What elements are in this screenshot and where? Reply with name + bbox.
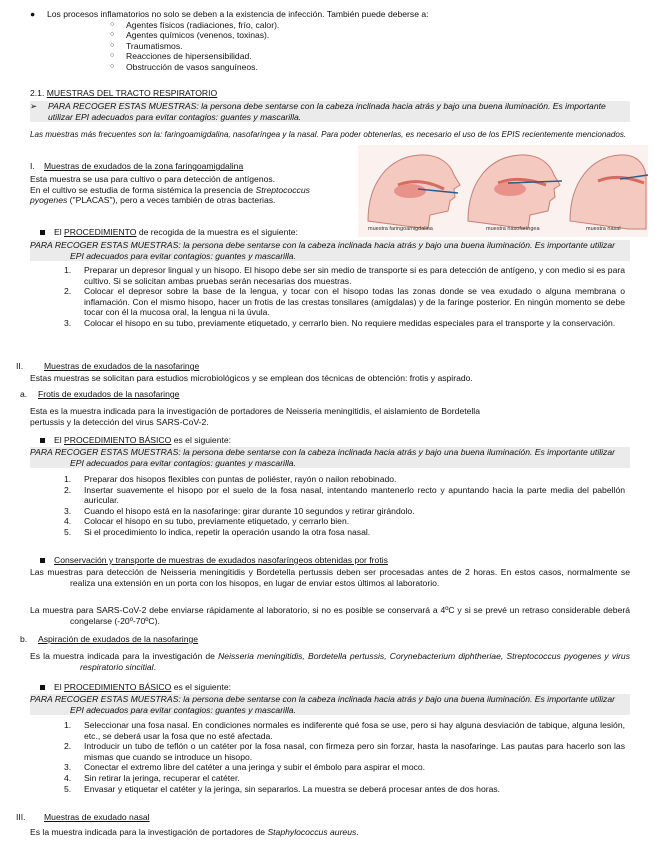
list-item: 5. Si el procedimiento lo indica, repetir la operación usando la otra fosa nasal. [64, 526, 371, 537]
intro-bullet: ● Los procesos inflamatorios no solo se deben a la existencia de infección. También puede deberse a: [30, 9, 429, 19]
list-item: 2. Introducir un tubo de teflón o un catéter por la fosa nasal, con firmeza pero sin forzar, hasta la nasofaringe. Las pautas para hacerlo son las mismas que cuando se introduce un hisopo. [64, 741, 625, 762]
caption-nasofaringea: muestra nasofaríngea [486, 226, 540, 232]
subsection-a-note: PARA RECOGER ESTAS MUESTRAS: la persona debe sentarse con la cabeza inclinada hacia atrás y bajo una buena iluminación. Es importante utilizar EPI adecuados para evitar contagios: guantes y mascarilla. [30, 447, 630, 468]
subsection-b-steps [0, 720, 655, 794]
section-II-title: II. Muestras de exudados de la nasofaringe [16, 361, 200, 371]
caption-nasal: muestra nasal [586, 226, 621, 232]
conservation-p2: La muestra para SARS-CoV-2 debe enviarse rápidamente al laboratorio, si no es posible se conservará a 4ºC y si se prevé un retraso considerable deberá congelarse (-20º-70ºC). [30, 605, 630, 626]
section-I-intro: Esta muestra se usa para cultivo o para detección de antígenos. En el cultivo se estudia de forma sistémica la presencia de Streptococcus pyogenes ("PLACAS"), pero a veces también de otras bacterias. [30, 174, 310, 206]
list-item: ○ Agentes químicos (venenos, toxinas). [30, 30, 640, 41]
list-item: 5. Envasar y etiquetar el catéter y la jeringa, sin separarlos. La muestra se deberá procesar antes de dos horas. [64, 783, 501, 794]
list-item: ○ Agentes físicos (radiaciones, frío, calor). [30, 20, 640, 31]
subsection-a-procedure: El PROCEDIMIENTO BÁSICO es el siguiente: [0, 435, 450, 446]
posture-note: ➢ PARA RECOGER ESTAS MUESTRAS: la persona debe sentarse con la cabeza inclinada hacia atrás y bajo una buena iluminación. Es importante utilizar EPI adecuados para evitar contagios: guantes y mascarilla. [30, 101, 630, 122]
subsection-b-title: b. Aspiración de exudados de la nasofaringe [20, 634, 199, 644]
causes-list [30, 20, 640, 73]
square-bullet-icon [40, 558, 45, 563]
section-I-steps [0, 265, 655, 329]
list-item: 4. Sin retirar la jeringa, recuperar el catéter. [64, 772, 240, 783]
list-item: 3. Cuando el hisopo está en la nasofaringe: girar durante 10 segundos y retirar girándolo. [64, 505, 415, 516]
list-item: 1. Preparar un depresor lingual y un hisopo. El hisopo debe ser sin medio de transporte si es para detección de antígeno, y con medio si es para cultivo. Si se solicitan ambas pruebas serán necesarias dos muestras. [64, 265, 625, 286]
section-I-title: I. Muestras de exudados de la zona faringoamigdalina [30, 161, 244, 171]
sampling-illustration [358, 145, 648, 237]
intro-block [30, 9, 640, 73]
subsection-b-desc: Es la muestra indicada para la investigación de Neisseria meningitidis, Bordetella pertussis, Corynebacterium diphtheriae, Streptococcus pyogenes y virus respiratorio sincitial. [30, 651, 630, 672]
section-I-procedure: El PROCEDIMIENTO de recogida de la muestra es el siguiente: [0, 227, 450, 238]
conservation-title: Conservación y transporte de muestras de exudados nasofaríngeos obtenidas por frotis [0, 555, 600, 566]
list-item: ○ Reacciones de hipersensibilidad. [30, 51, 640, 62]
square-bullet-icon [40, 230, 45, 235]
subsection-b-note: PARA RECOGER ESTAS MUESTRAS: la persona debe sentarse con la cabeza inclinada hacia atrás y bajo una buena iluminación. Es importante utilizar EPI adecuados para evitar contagios: guantes y mascarilla. [30, 694, 630, 715]
section-I-note: PARA RECOGER ESTAS MUESTRAS: la persona debe sentarse con la cabeza inclinada hacia atrás y bajo una buena iluminación. Es importante utilizar EPI adecuados para evitar contagios: guantes y mascarilla. [30, 240, 630, 261]
list-item: 1. Seleccionar una fosa nasal. En condiciones normales es indiferente qué fosa se use, pero si hay alguna desviación de tabique, alguna lesión, etc., se deberá usar la fosa que no esté afectada. [64, 720, 625, 741]
subsection-a-steps [0, 474, 655, 538]
list-item: 4. Colocar el hisopo en su tubo, previamente etiquetado, y cerrarlo bien. [64, 516, 350, 527]
conservation-p1: Las muestras para detección de Neisseria meningitidis y Bordetella pertussis deben ser procesadas antes de 2 horas. En estos casos, normalmente se realiza una extensión en un porta con los hisopos, en lugar de enviar estos últimos al laboratorio. [30, 567, 630, 588]
arrow-icon: ➢ [30, 101, 38, 111]
subsection-a-desc: Esta es la muestra indicada para la investigación de portadores de Neisseria meningitidis, el aislamiento de Bordetella pertussis y la detección del virus SARS-CoV-2. [30, 406, 480, 427]
section-III-title: III. Muestras de exudado nasal [16, 812, 150, 822]
list-item: ○ Obstrucción de vasos sanguíneos. [30, 62, 640, 73]
section-III-desc: Es la muestra indicada para la investigación de portadores de Staphylococcus aureus. [30, 827, 359, 837]
square-bullet-icon [40, 438, 45, 443]
section-II-intro: Estas muestras se solicitan para estudios microbiológicos y se emplean dos técnicas de obtención: frotis y aspirado. [30, 373, 473, 383]
list-item: 2. Insertar suavemente el hisopo por el suelo de la fosa nasal, intentando mantenerlo recto y apuntando hacia la parte media del pabellón auricular. [64, 484, 625, 506]
subsection-a-title: a. Frotis de exudados de la nasofaringe [20, 389, 180, 399]
caption-faringoamigdalina: muestra faringoamigdalina [368, 226, 433, 232]
list-item: 2. Colocar el depresor sobre la base de la lengua, y tocar con el hisopo todas las zonas donde se vea exudado o alguna membrana o inflamación. Con el mismo hisopo, hacer un frotis de las crestas tonsilares (amígdalas) y de la faringe posterior. En ningún momento se debe tocar con él la mucosa oral, la lengua ni la úvula. [64, 286, 625, 318]
subsection-b-procedure: El PROCEDIMIENTO BÁSICO es el siguiente: [0, 682, 450, 693]
section-header [30, 88, 640, 99]
list-item: 1. Preparar dos hisopos flexibles con puntas de poliéster, rayón o nailon rebobinado. [64, 474, 397, 484]
list-item: ○ Traumatismos. [30, 41, 640, 52]
list-item: 3. Colocar el hisopo en su tubo, previamente etiquetado, y cerrarlo bien. No requiere medidas especiales para el transporte y la conservación. [64, 317, 616, 328]
square-bullet-icon [40, 685, 45, 690]
section-title: 2.1. MUESTRAS DEL TRACTO RESPIRATORIO [30, 88, 218, 98]
list-item: 3. Conectar el extremo libre del catéter a una jeringa y subir el émbolo para aspirar el moco. [64, 762, 426, 773]
frequent-note: Las muestras más frecuentes son la: faringoamigdalina, nasofaríngea y la nasal. Para poder obtenerlas, es necesario el uso de los EPIS recientemente mencionados. [30, 130, 627, 139]
